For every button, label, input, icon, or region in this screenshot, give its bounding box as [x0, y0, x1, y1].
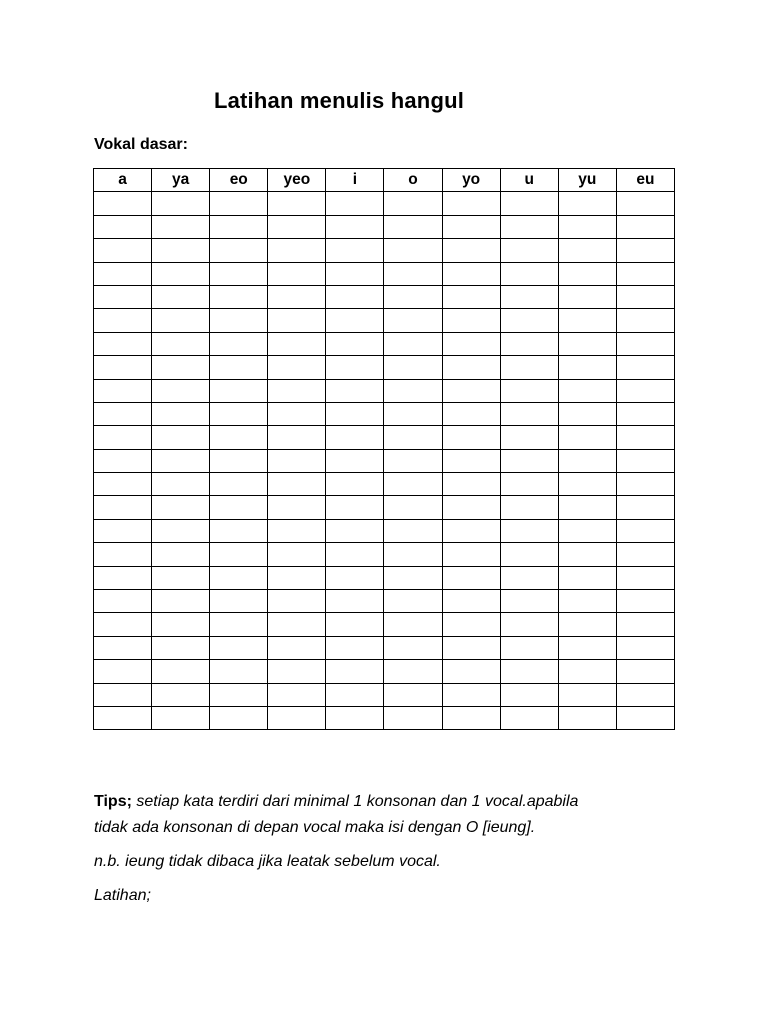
practice-cell [558, 543, 616, 566]
practice-cell [384, 215, 442, 238]
document-title: Latihan menulis hangul [213, 88, 465, 113]
practice-cell [94, 192, 152, 215]
practice-cell [94, 566, 152, 589]
practice-cell [210, 332, 268, 355]
table-row [94, 636, 675, 659]
table-row [94, 379, 675, 402]
practice-cell [500, 239, 558, 262]
practice-cell [442, 262, 500, 285]
practice-cell [94, 683, 152, 706]
practice-cell [558, 356, 616, 379]
table-row [94, 426, 675, 449]
practice-cell [268, 356, 326, 379]
practice-rows [94, 192, 675, 730]
practice-cell [616, 215, 674, 238]
practice-cell [152, 426, 210, 449]
practice-cell [616, 356, 674, 379]
practice-cell [268, 683, 326, 706]
practice-cell [210, 285, 268, 308]
practice-cell [152, 192, 210, 215]
practice-cell [442, 449, 500, 472]
practice-cell [326, 239, 384, 262]
practice-cell [500, 706, 558, 729]
practice-cell [616, 566, 674, 589]
practice-cell [210, 262, 268, 285]
table-row [94, 332, 675, 355]
practice-cell [500, 683, 558, 706]
practice-cell [326, 543, 384, 566]
column-header-eu: eu [616, 169, 674, 192]
practice-cell [384, 543, 442, 566]
practice-cell [442, 239, 500, 262]
practice-cell [500, 496, 558, 519]
practice-cell [210, 309, 268, 332]
tips-text-line2: tidak ada konsonan di depan vocal maka isi dengan O [ieung]. [94, 819, 536, 836]
practice-cell [210, 239, 268, 262]
practice-cell [384, 706, 442, 729]
practice-cell [558, 262, 616, 285]
practice-cell [558, 309, 616, 332]
practice-cell [558, 519, 616, 542]
practice-cell [442, 426, 500, 449]
table-row [94, 215, 675, 238]
practice-cell [384, 356, 442, 379]
tips-label: Tips; [94, 793, 132, 810]
practice-cell [384, 473, 442, 496]
table-row [94, 309, 675, 332]
practice-cell [384, 660, 442, 683]
table-row [94, 449, 675, 472]
practice-cell [500, 332, 558, 355]
practice-cell [152, 309, 210, 332]
practice-cell [210, 660, 268, 683]
practice-cell [442, 496, 500, 519]
practice-cell [94, 285, 152, 308]
practice-cell [326, 519, 384, 542]
practice-cell [384, 239, 442, 262]
practice-cell [500, 356, 558, 379]
table-row [94, 262, 675, 285]
practice-cell [268, 239, 326, 262]
practice-cell [616, 660, 674, 683]
practice-cell [384, 192, 442, 215]
practice-cell [442, 590, 500, 613]
practice-cell [268, 496, 326, 519]
practice-cell [152, 332, 210, 355]
practice-cell [210, 636, 268, 659]
practice-cell [152, 379, 210, 402]
practice-cell [616, 449, 674, 472]
practice-cell [326, 613, 384, 636]
practice-cell [94, 660, 152, 683]
table-row [94, 239, 675, 262]
practice-cell [94, 706, 152, 729]
practice-cell [384, 426, 442, 449]
practice-cell [326, 566, 384, 589]
table-row [94, 683, 675, 706]
practice-cell [152, 285, 210, 308]
practice-cell [442, 566, 500, 589]
practice-cell [268, 379, 326, 402]
table-row [94, 496, 675, 519]
practice-cell [268, 332, 326, 355]
practice-cell [558, 402, 616, 425]
practice-cell [94, 332, 152, 355]
practice-cell [616, 683, 674, 706]
table-row [94, 285, 675, 308]
practice-cell [500, 613, 558, 636]
practice-cell [500, 636, 558, 659]
practice-cell [152, 496, 210, 519]
practice-cell [384, 379, 442, 402]
practice-cell [384, 496, 442, 519]
practice-cell [152, 449, 210, 472]
practice-cell [558, 332, 616, 355]
practice-cell [500, 660, 558, 683]
practice-cell [152, 590, 210, 613]
practice-cell [268, 309, 326, 332]
practice-cell [268, 402, 326, 425]
practice-cell [616, 402, 674, 425]
exercise-label: Latihan; [94, 887, 151, 904]
practice-cell [268, 262, 326, 285]
practice-cell [94, 379, 152, 402]
practice-cell [268, 706, 326, 729]
practice-cell [94, 590, 152, 613]
practice-cell [152, 356, 210, 379]
practice-cell [326, 590, 384, 613]
practice-cell [616, 613, 674, 636]
column-header-i: i [326, 169, 384, 192]
practice-cell [210, 402, 268, 425]
practice-cell [94, 636, 152, 659]
practice-cell [558, 449, 616, 472]
column-header-ya: ya [152, 169, 210, 192]
practice-cell [152, 402, 210, 425]
practice-cell [94, 402, 152, 425]
practice-cell [268, 613, 326, 636]
practice-cell [326, 262, 384, 285]
practice-cell [268, 192, 326, 215]
practice-cell [558, 215, 616, 238]
vowel-practice-table [93, 168, 675, 730]
practice-cell [326, 426, 384, 449]
practice-cell [442, 285, 500, 308]
practice-cell [94, 449, 152, 472]
practice-cell [210, 449, 268, 472]
practice-cell [152, 239, 210, 262]
practice-cell [500, 590, 558, 613]
practice-cell [616, 285, 674, 308]
practice-cell [616, 496, 674, 519]
practice-cell [500, 566, 558, 589]
practice-cell [616, 519, 674, 542]
tips-text-line1: setiap kata terdiri dari minimal 1 konsonan dan 1 vocal.apabila [136, 793, 579, 810]
practice-cell [558, 636, 616, 659]
practice-cell [326, 402, 384, 425]
practice-cell [152, 262, 210, 285]
practice-cell [558, 192, 616, 215]
practice-cell [326, 192, 384, 215]
table-row [94, 660, 675, 683]
practice-cell [94, 613, 152, 636]
tips-paragraph [94, 789, 694, 841]
practice-cell [500, 519, 558, 542]
practice-cell [442, 192, 500, 215]
practice-cell [94, 519, 152, 542]
practice-cell [326, 683, 384, 706]
practice-cell [210, 215, 268, 238]
table-row [94, 566, 675, 589]
practice-cell [442, 543, 500, 566]
table-row [94, 590, 675, 613]
practice-cell [94, 426, 152, 449]
practice-cell [384, 332, 442, 355]
practice-cell [384, 519, 442, 542]
practice-cell [384, 402, 442, 425]
practice-cell [500, 309, 558, 332]
practice-cell [268, 636, 326, 659]
practice-cell [384, 449, 442, 472]
practice-cell [268, 590, 326, 613]
practice-cell [94, 543, 152, 566]
practice-cell [326, 473, 384, 496]
practice-cell [616, 262, 674, 285]
practice-cell [558, 590, 616, 613]
practice-cell [210, 496, 268, 519]
practice-cell [558, 473, 616, 496]
practice-cell [616, 706, 674, 729]
practice-cell [442, 636, 500, 659]
practice-cell [152, 683, 210, 706]
practice-cell [384, 683, 442, 706]
practice-cell [326, 706, 384, 729]
practice-cell [500, 402, 558, 425]
practice-cell [616, 379, 674, 402]
section-heading-basic-vowels: Vokal dasar: [94, 136, 188, 153]
column-header-a: a [94, 169, 152, 192]
note-paragraph: n.b. ieung tidak dibaca jika leatak sebelum vocal. [94, 853, 441, 870]
practice-cell [442, 519, 500, 542]
practice-cell [616, 590, 674, 613]
practice-cell [94, 473, 152, 496]
practice-cell [326, 356, 384, 379]
practice-cell [616, 309, 674, 332]
practice-cell [152, 566, 210, 589]
practice-cell [616, 426, 674, 449]
practice-cell [616, 636, 674, 659]
practice-cell [442, 683, 500, 706]
practice-cell [442, 379, 500, 402]
table-row [94, 706, 675, 729]
practice-cell [152, 706, 210, 729]
practice-cell [442, 309, 500, 332]
practice-cell [442, 215, 500, 238]
practice-cell [500, 192, 558, 215]
practice-cell [326, 379, 384, 402]
practice-cell [384, 566, 442, 589]
practice-cell [326, 449, 384, 472]
column-header-yu: yu [558, 169, 616, 192]
practice-cell [500, 473, 558, 496]
practice-cell [94, 239, 152, 262]
practice-cell [210, 706, 268, 729]
practice-cell [326, 332, 384, 355]
practice-cell [558, 426, 616, 449]
practice-cell [268, 426, 326, 449]
practice-cell [210, 543, 268, 566]
practice-cell [326, 496, 384, 519]
practice-cell [500, 215, 558, 238]
practice-cell [94, 309, 152, 332]
practice-cell [616, 239, 674, 262]
table-row [94, 192, 675, 215]
practice-cell [268, 543, 326, 566]
table-row [94, 543, 675, 566]
practice-cell [616, 473, 674, 496]
practice-cell [500, 262, 558, 285]
practice-cell [384, 613, 442, 636]
practice-cell [94, 215, 152, 238]
practice-cell [442, 660, 500, 683]
practice-cell [268, 215, 326, 238]
notes-section [94, 789, 694, 917]
practice-cell [210, 683, 268, 706]
practice-cell [616, 192, 674, 215]
practice-cell [384, 285, 442, 308]
practice-cell [210, 379, 268, 402]
table-header-row [94, 169, 675, 192]
practice-cell [326, 285, 384, 308]
practice-cell [558, 285, 616, 308]
practice-cell [384, 636, 442, 659]
table-row [94, 613, 675, 636]
practice-cell [384, 262, 442, 285]
practice-cell [268, 660, 326, 683]
practice-cell [152, 215, 210, 238]
column-header-u: u [500, 169, 558, 192]
practice-cell [558, 496, 616, 519]
practice-cell [152, 636, 210, 659]
practice-cell [442, 706, 500, 729]
practice-cell [442, 613, 500, 636]
practice-cell [210, 473, 268, 496]
practice-cell [326, 636, 384, 659]
table-row [94, 473, 675, 496]
practice-cell [500, 543, 558, 566]
practice-cell [326, 215, 384, 238]
practice-cell [384, 309, 442, 332]
practice-cell [558, 660, 616, 683]
practice-cell [442, 356, 500, 379]
table-row [94, 356, 675, 379]
practice-cell [558, 239, 616, 262]
practice-cell [210, 613, 268, 636]
table-row [94, 519, 675, 542]
practice-cell [500, 426, 558, 449]
practice-cell [94, 262, 152, 285]
practice-cell [326, 309, 384, 332]
practice-cell [210, 192, 268, 215]
practice-cell [384, 590, 442, 613]
practice-cell [558, 613, 616, 636]
practice-cell [558, 379, 616, 402]
practice-cell [268, 566, 326, 589]
practice-cell [210, 519, 268, 542]
practice-cell [210, 566, 268, 589]
practice-cell [558, 566, 616, 589]
practice-cell [210, 356, 268, 379]
practice-cell [152, 660, 210, 683]
practice-cell [268, 449, 326, 472]
practice-cell [210, 426, 268, 449]
column-header-eo: eo [210, 169, 268, 192]
practice-cell [442, 473, 500, 496]
practice-cell [268, 519, 326, 542]
practice-cell [500, 449, 558, 472]
practice-cell [94, 496, 152, 519]
practice-cell [152, 613, 210, 636]
practice-cell [558, 683, 616, 706]
practice-cell [500, 285, 558, 308]
practice-cell [558, 706, 616, 729]
column-header-yeo: yeo [268, 169, 326, 192]
table-row [94, 402, 675, 425]
practice-cell [152, 473, 210, 496]
column-header-yo: yo [442, 169, 500, 192]
practice-cell [326, 660, 384, 683]
practice-cell [442, 332, 500, 355]
practice-cell [268, 473, 326, 496]
practice-cell [152, 543, 210, 566]
column-header-o: o [384, 169, 442, 192]
practice-cell [268, 285, 326, 308]
practice-cell [616, 332, 674, 355]
practice-cell [210, 590, 268, 613]
practice-cell [94, 356, 152, 379]
practice-cell [500, 379, 558, 402]
practice-cell [616, 543, 674, 566]
practice-cell [152, 519, 210, 542]
practice-cell [442, 402, 500, 425]
